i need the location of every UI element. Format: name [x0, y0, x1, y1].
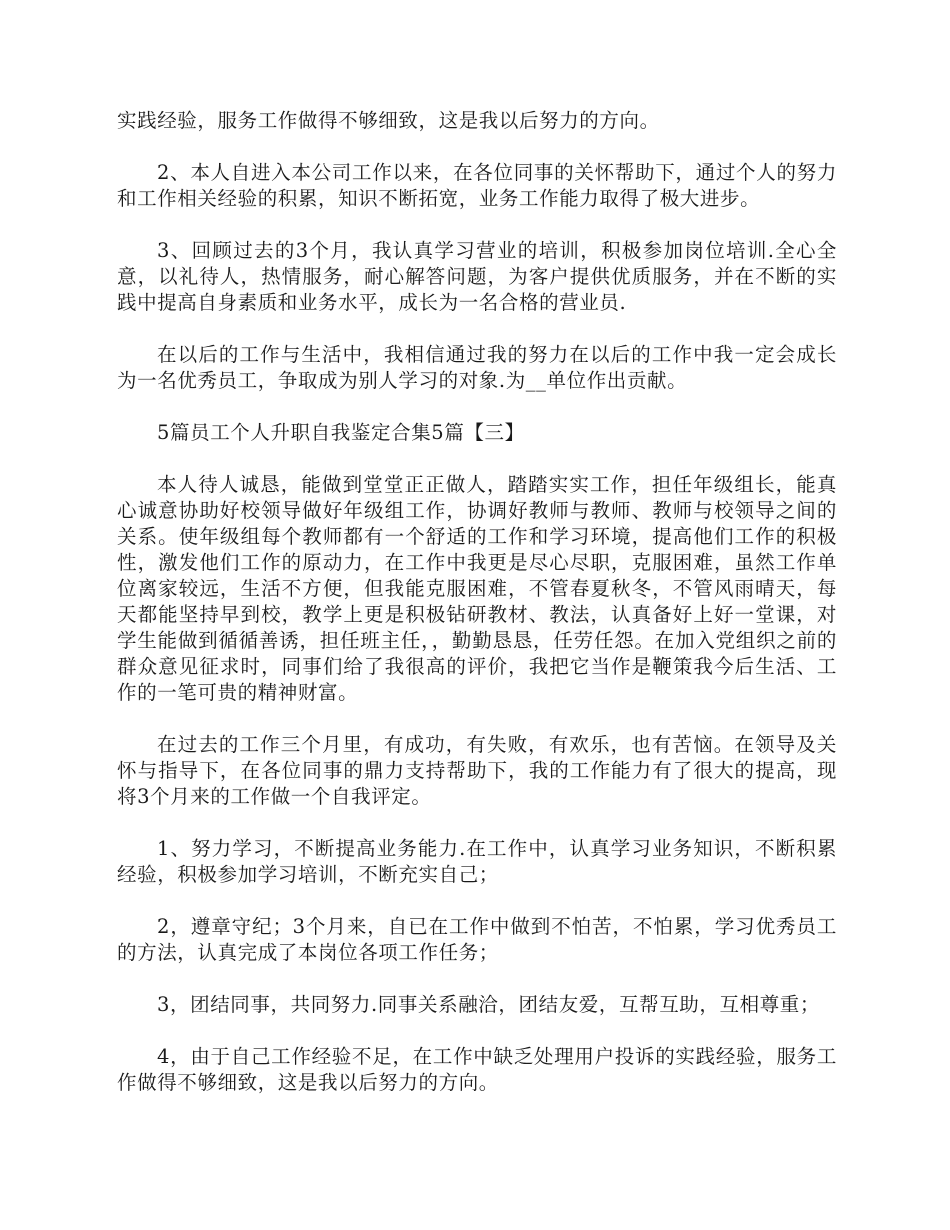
list-item-1: 1、努力学习，不断提高业务能力.在工作中，认真学习业务知识，不断积累经验，积极参加学习培训，不断充实自己；	[117, 837, 837, 886]
list-item-3: 3，团结同事，共同努力.同事关系融洽，团结友爱，互帮互助，互相尊重；	[157, 993, 821, 1016]
paragraph-self-assessment: 本人待人诚恳，能做到堂堂正正做人，踏踏实实工作，担任年级组长，能真心诚意协助好校领导做好年级组工作，协调好教师与教师、教师与校领导之间的关系。使年级组每个教师都有一个舒适的工作和学习环境，提高他们工作的积极性，激发他们工作的原动力，在工作中我更是尽心尽职，克服困难，虽然工作单位离家较远，生活不方便，但我能克服困难，不管春夏秋冬，不管风雨晴天，每天都能坚持早到校，教学上更是积极钻研教材、教法，认真备好上好一堂课，对学生能做到循循善诱，担任班主任，，勤勤恳恳，任劳任怨。在加入党组织之前的群众意见征求时，同事们给了我很高的评价，我把它当作是鞭策我今后生活、工作的一笔可贵的精神财富。	[117, 473, 837, 704]
list-item-4: 4，由于自己工作经验不足，在工作中缺乏处理用户投诉的实践经验，服务工作做得不够细致，这是我以后努力的方向。	[117, 1045, 837, 1094]
paragraph-continuation: 实践经验，服务工作做得不够细致，这是我以后努力的方向。	[117, 109, 660, 132]
paragraph-closing: 在以后的工作与生活中，我相信通过我的努力在以后的工作中我一定会成长为一名优秀员工，争取成为别人学习的对象.为__单位作出贡献。	[117, 343, 837, 392]
document-body	[117, 108, 837, 1096]
section-heading: 5篇员工个人升职自我鉴定合集5篇【三】	[157, 421, 525, 444]
list-item-2: 2，遵章守纪；3个月来，自已在工作中做到不怕苦，不怕累，学习优秀员工的方法，认真完成了本岗位各项工作任务；	[117, 915, 837, 964]
paragraph-review: 在过去的工作三个月里，有成功，有失败，有欢乐，也有苦恼。在领导及关怀与指导下，在各位同事的鼎力支持帮助下，我的工作能力有了很大的提高，现将3个月来的工作做一个自我评定。	[117, 733, 837, 808]
paragraph-item-3: 3、回顾过去的3个月，我认真学习营业的培训，积极参加岗位培训.全心全意，以礼待人，热情服务，耐心解答问题，为客户提供优质服务，并在不断的实践中提高自身素质和业务水平，成长为一名合格的营业员.	[117, 239, 837, 314]
paragraph-item-2: 2、本人自进入本公司工作以来，在各位同事的关怀帮助下，通过个人的努力和工作相关经验的积累，知识不断拓宽，业务工作能力取得了极大进步。	[117, 161, 837, 210]
